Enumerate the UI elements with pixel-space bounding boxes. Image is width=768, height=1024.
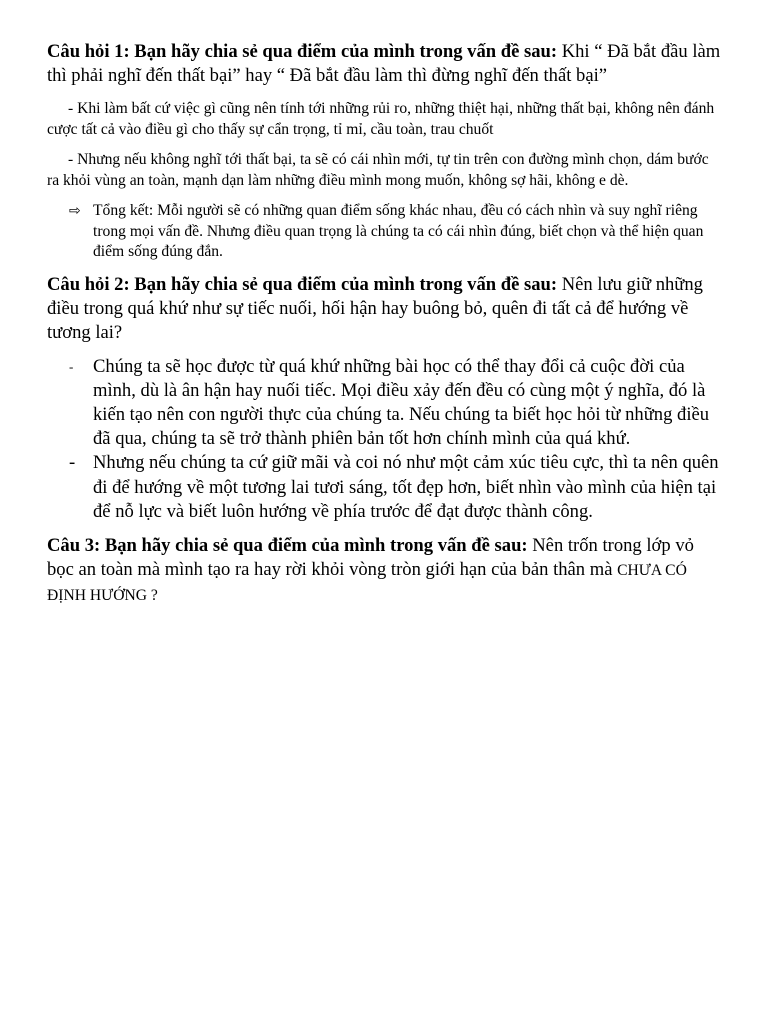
question-1-title: Câu hỏi 1: Bạn hãy chia sẻ qua điểm của mình trong vấn đề sau: [47, 41, 558, 62]
dash-bullet: - [69, 358, 74, 374]
question-3-tail: CHƯA CÓ ĐỊNH HƯỚNG ? [47, 561, 687, 604]
question-1-text: Khi “ Đã bắt đầu làm thì phải nghĩ đến thất bại” hay “ Đã bắt đầu làm thì đừng nghĩ đến thất bại” [47, 41, 721, 86]
list-item-text: Nhưng nếu chúng ta cứ giữ mãi và coi nó như một cảm xúc tiêu cực, thì ta nên quên đi để hướng về một tương lai tươi sáng, tốt đẹp hơn, biết nhìn vào mình của hiện tại để nỗ lực và biết luôn hướng về phía trước để đạt được thành công. [93, 452, 719, 522]
question-1-point-1: - Khi làm bất cứ việc gì cũng nên tính tới những rủi ro, những thiệt hại, những thất bại, không nên đánh cược tất cả vào điều gì cho thấy sự cẩn trọng, tỉ mỉ, cầu toàn, trau chuốt [47, 100, 715, 138]
list-item [47, 451, 722, 524]
question-2 [47, 273, 722, 345]
question-1-point-2: - Nhưng nếu không nghĩ tới thất bại, ta sẽ có cái nhìn mới, tự tin trên con đường mình chọn, dám bước ra khỏi vùng an toàn, mạnh dạn làm những điều mình mong muốn, không sợ hãi, không e dè. [47, 151, 709, 189]
conclusion-text: Tổng kết: Mỗi người sẽ có những quan điểm sống khác nhau, đều có cách nhìn và suy nghĩ riêng trong mọi vấn đề. Nhưng điều quan trọng là chúng ta có cái nhìn đúng, biết chọn và thể hiện quan điểm sống đúng đắn. [93, 202, 704, 260]
question-1-conclusion [69, 201, 722, 263]
list-item-text: Chúng ta sẽ học được từ quá khứ những bài học có thể thay đổi cả cuộc đời của mình, dù là ân hận hay nuối tiếc. Mọi điều xảy đến đều có cùng một ý nghĩa, đó là kiến tạo nên con người thực của chúng ta. Nếu chúng ta biết học hỏi từ những điều đã qua, chúng ta sẽ trở thành phiên bản tốt hơn chính mình của quá khứ. [93, 355, 710, 450]
list-item [47, 355, 722, 452]
question-3 [47, 534, 722, 608]
question-1 [47, 40, 722, 88]
arrow-right-icon: ⇨ [69, 203, 81, 219]
dash-bullet: - [69, 452, 76, 474]
question-3-text: Nên trốn trong lớp vỏ bọc an toàn mà mình tạo ra hay rời khỏi vòng tròn giới hạn của bản thân mà [47, 534, 694, 580]
question-3-title: Câu 3: Bạn hãy chia sẻ qua điểm của mình trong vấn đề sau: [47, 534, 528, 556]
question-2-text: Nên lưu giữ những điều trong quá khứ như sự tiếc nuối, hối hận hay buông bỏ, quên đi tất cả để hướng về tương lai? [47, 273, 703, 343]
question-2-title: Câu hỏi 2: Bạn hãy chia sẻ qua điểm của mình trong vấn đề sau: [47, 273, 558, 295]
question-2-list [47, 355, 722, 524]
